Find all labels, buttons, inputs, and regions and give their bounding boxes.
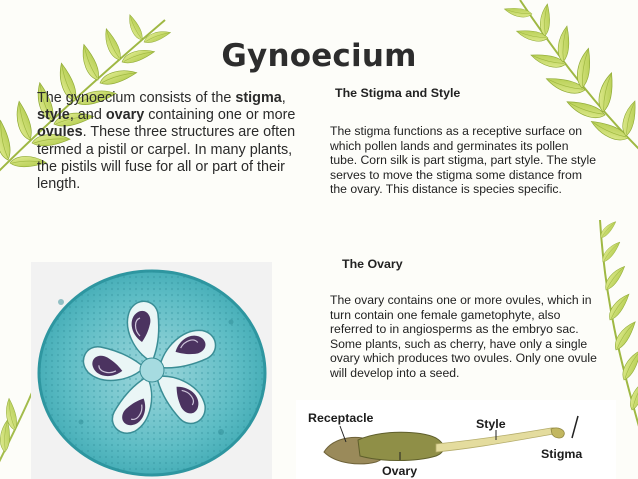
intro-text-4: containing one or more: [144, 107, 296, 124]
label-stigma: Stigma: [541, 447, 583, 461]
intro-text-1: The gynoecium consists of the: [37, 90, 236, 106]
keyword-style: style: [37, 107, 70, 124]
ovary-paragraph: The ovary contains one or more ovules, which in turn contain one female gametophyte, also referred to in angiosperms as the embryo sac. Some plants, such as cherry, have only a single ovary which produces two ovules. Only one ovule will develop into a seed.: [330, 293, 597, 380]
slide-title: Gynoecium: [221, 38, 417, 74]
label-style: Style: [476, 417, 506, 431]
ovary-heading: The Ovary: [342, 257, 403, 271]
ovary-cross-section-micrograph: [31, 262, 272, 479]
stigma-style-heading: The Stigma and Style: [335, 86, 461, 100]
intro-text-3: , and: [69, 107, 106, 124]
keyword-stigma: stigma: [235, 90, 282, 106]
intro-text-2: ,: [281, 90, 286, 106]
label-receptacle: Receptacle: [308, 411, 374, 425]
intro-paragraph: [37, 90, 307, 193]
label-ovary: Ovary: [382, 464, 418, 478]
stigma-style-paragraph: The stigma functions as a receptive surface on which pollen lands and germinates its pollen tube. Corn silk is part stigma, part style. The style serves to move the stigma some distance from the ovary. This distance is species specific.: [330, 124, 596, 197]
pistil-diagram: [296, 400, 616, 479]
keyword-ovary: ovary: [105, 107, 145, 124]
intro-text-5: . These three structures are often termed a pistil or carpel. In many plants, the pistils will fuse for all or part of their length.: [37, 124, 296, 193]
keyword-ovules: ovules: [37, 124, 83, 141]
fern-frond-right: [598, 220, 638, 430]
